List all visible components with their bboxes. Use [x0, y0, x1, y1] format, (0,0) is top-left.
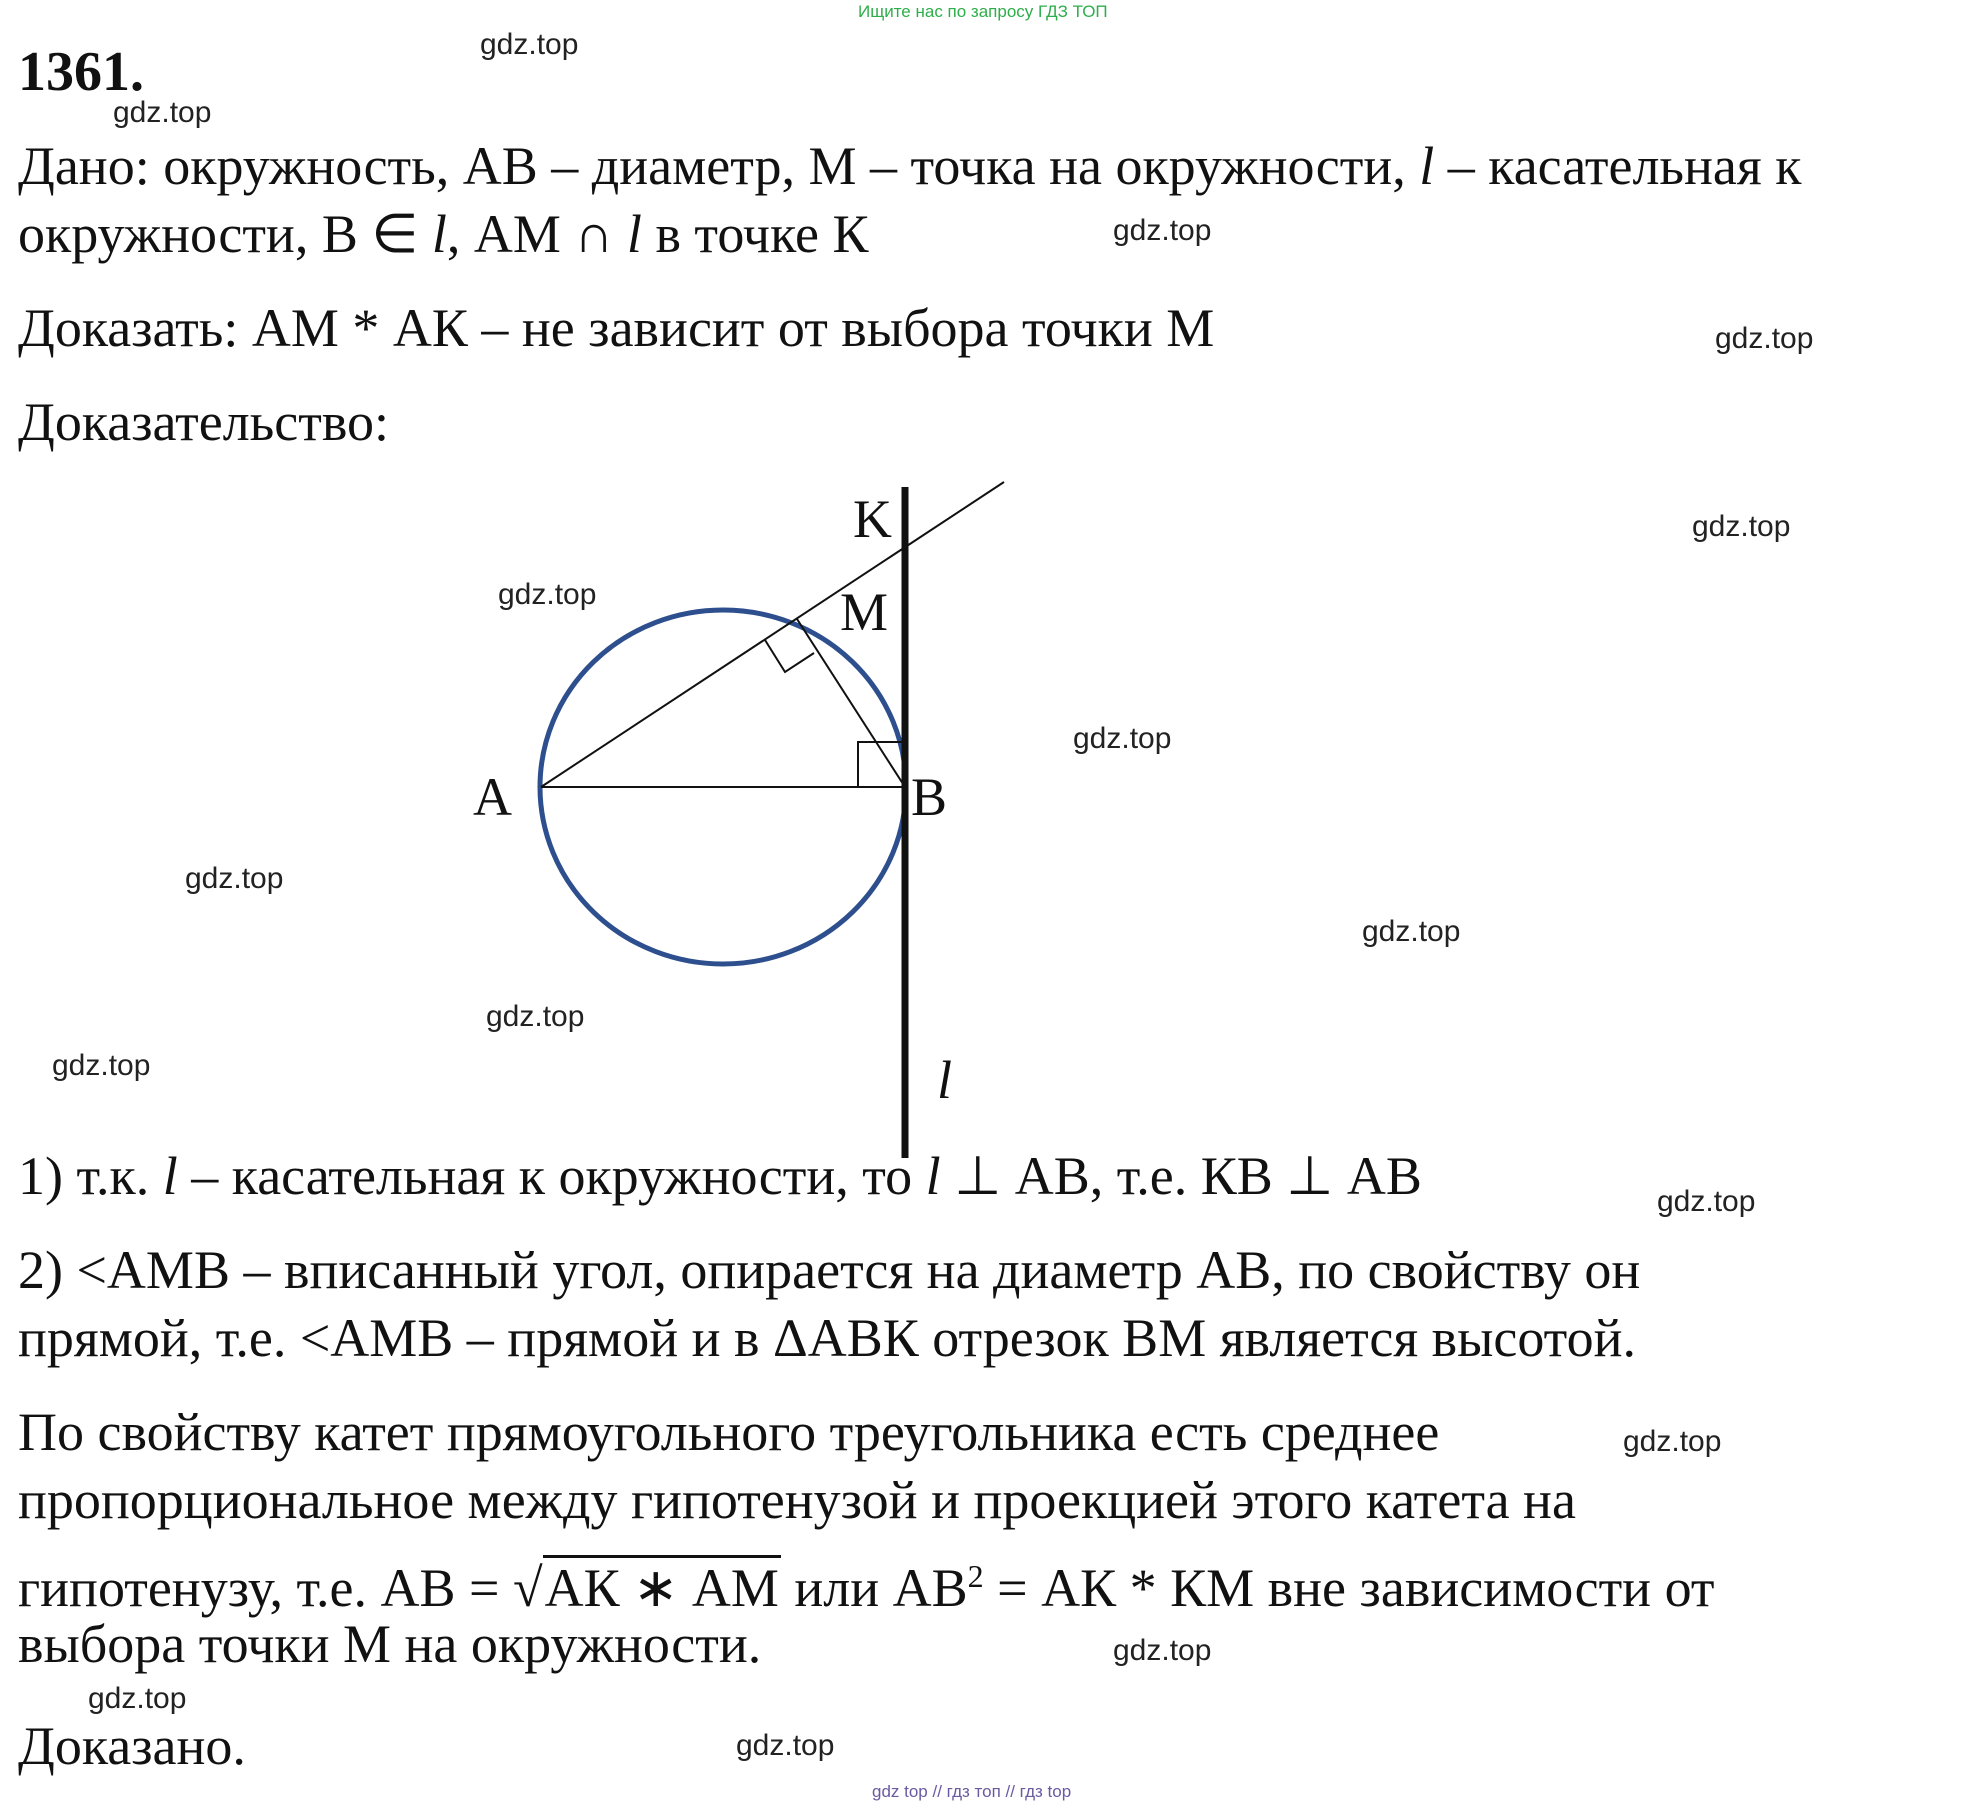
- step-2-line-1: 2) <АМВ – вписанный угол, опирается на диаметр АВ, по свойству он: [18, 1240, 1641, 1300]
- watermark: gdz.top: [1715, 322, 1814, 355]
- label-m: M: [840, 582, 889, 642]
- watermark: gdz.top: [480, 28, 579, 61]
- tangent-l: l: [925, 1146, 941, 1206]
- label-a: A: [473, 767, 512, 827]
- sqrt-radicand: АК ∗ АМ: [543, 1555, 781, 1618]
- tangent-l: l: [626, 204, 642, 264]
- watermark: gdz.top: [88, 1682, 187, 1715]
- watermark: gdz.top: [113, 96, 212, 129]
- label-b: B: [911, 767, 948, 827]
- given-text: – касательная к: [1447, 136, 1802, 196]
- watermark: gdz.top: [736, 1729, 835, 1762]
- given-text: , АМ ∩: [446, 204, 614, 264]
- watermark: gdz.top: [1692, 510, 1791, 543]
- watermark: gdz.top: [498, 578, 597, 611]
- given-text: окружности, В ∈: [18, 204, 419, 264]
- watermark: gdz.top: [185, 862, 284, 895]
- power-2: 2: [967, 1558, 984, 1594]
- watermark: gdz.top: [1073, 722, 1172, 755]
- step-3-line-2: пропорциональное между гипотенузой и проекцией этого катета на: [18, 1470, 1576, 1530]
- watermark: gdz.top: [1113, 214, 1212, 247]
- given-text: в точке К: [655, 204, 869, 264]
- proof-label: Доказательство:: [18, 392, 389, 452]
- watermark: gdz.top: [1362, 915, 1461, 948]
- step-1-text: ⊥ АВ, т.е. КВ ⊥ АВ: [954, 1146, 1422, 1206]
- tangent-l: l: [431, 204, 447, 264]
- watermark: gdz.top: [1113, 1634, 1212, 1667]
- tangent-l: l: [1419, 136, 1435, 196]
- conclusion: Доказано.: [18, 1716, 246, 1776]
- step-3-text: = АК * КМ вне зависимости от: [997, 1558, 1715, 1618]
- step-1-text: – касательная к окружности, то: [191, 1146, 913, 1206]
- step-1: [18, 1142, 1422, 1210]
- label-l: l: [937, 1050, 953, 1110]
- bottom-banner[interactable]: gdz top // гдз топ // гдз top: [872, 1782, 1072, 1801]
- label-k: K: [853, 489, 892, 549]
- step-3-line-4: выбора точки М на окружности.: [18, 1614, 762, 1674]
- watermark: gdz.top: [52, 1049, 151, 1082]
- step-3-line-1: По свойству катет прямоугольного треугольника есть среднее: [18, 1402, 1440, 1462]
- step-2-line-2: прямой, т.е. <АМВ – прямой и в ΔАВК отрезок ВМ является высотой.: [18, 1308, 1636, 1368]
- given-text: окружность, АВ – диаметр, М – точка на окружности,: [163, 136, 1406, 196]
- watermark: gdz.top: [486, 1000, 585, 1033]
- prove-statement: Доказать: АМ * АК – не зависит от выбора точки М: [18, 298, 1215, 358]
- step-1-text: 1) т.к.: [18, 1146, 150, 1206]
- sqrt-sign: √: [512, 1558, 543, 1618]
- step-3-text: или АВ: [794, 1558, 968, 1618]
- watermark: gdz.top: [1657, 1185, 1756, 1218]
- watermark: gdz.top: [1623, 1425, 1722, 1458]
- segment-bm: [797, 619, 905, 787]
- given-label: Дано:: [18, 136, 150, 196]
- top-banner[interactable]: Ищите нас по запросу ГДЗ ТОП: [858, 2, 1108, 21]
- step-3-text: гипотенузу, т.е. АВ =: [18, 1558, 500, 1618]
- tangent-l: l: [162, 1146, 178, 1206]
- task-number: 1361.: [18, 41, 144, 103]
- right-angle-m: [765, 640, 814, 672]
- line-ak: [541, 482, 1004, 787]
